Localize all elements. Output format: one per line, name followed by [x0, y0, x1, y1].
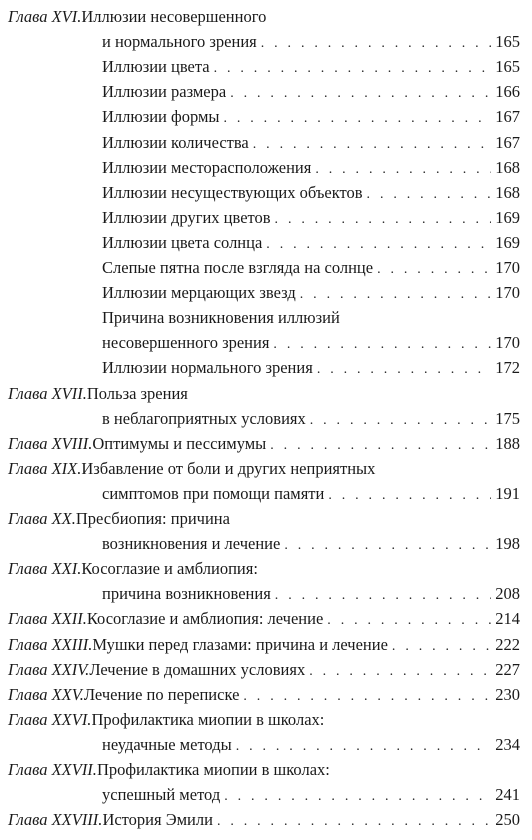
entry-title: причина возникновения [102, 584, 271, 604]
chapter-number: Глава XXIII. [8, 634, 93, 654]
toc-subentry-line [102, 531, 520, 556]
entry-title: Мушки перед глазами: причина и лечение [92, 634, 388, 654]
page-number: 214 [495, 609, 520, 629]
toc-chapter-line [8, 757, 520, 782]
entry-title: Лечение по переписке [83, 684, 240, 704]
page-number: 175 [495, 408, 520, 428]
entry-title: Оптимумы и пессимумы [92, 433, 267, 453]
toc-chapter-line [8, 682, 520, 707]
leader-dots [284, 533, 491, 558]
toc-subentry-line [102, 104, 520, 129]
page-number: 170 [495, 333, 520, 353]
page-number: 198 [495, 534, 520, 554]
leader-dots [275, 207, 491, 232]
entry-title: Иллюзии размера [102, 82, 227, 102]
entry-title: Профилактика миопии в школах: [96, 760, 330, 779]
chapter-number: Глава XIX. [8, 458, 82, 478]
page-number: 250 [495, 810, 520, 830]
page-number: 165 [495, 57, 520, 77]
leader-dots [230, 81, 491, 106]
toc-subentry-line [102, 481, 520, 506]
chapter-number: Глава XXIV. [8, 659, 90, 679]
leader-dots [315, 157, 491, 182]
entry-title: Иллюзии мерцающих звезд [102, 283, 296, 303]
leader-dots [310, 408, 491, 433]
toc-chapter-line [8, 381, 520, 406]
toc-subentry-line [102, 732, 520, 757]
leader-dots [266, 232, 491, 257]
page-number: 167 [495, 107, 520, 127]
page-number: 172 [495, 358, 520, 378]
toc-subentry-line [102, 782, 520, 807]
toc-subentry-line [102, 355, 520, 380]
entry-title: Профилактика миопии в школах: [91, 709, 325, 729]
chapter-number: Глава XXI. [8, 559, 82, 579]
toc-subentry-line [102, 54, 520, 79]
entry-title: Слепые пятна после взгляда на солнце [102, 258, 374, 277]
entry-title: Пресбиопия: причина [75, 509, 230, 528]
toc-chapter-line [8, 506, 520, 531]
page-number: 191 [495, 483, 520, 503]
chapter-number: Глава XVI. [8, 7, 82, 26]
page-number: 168 [495, 182, 520, 202]
leader-dots [273, 332, 491, 357]
toc-subentry-line [102, 255, 520, 280]
leader-dots [214, 56, 491, 81]
chapter-number: Глава XXII. [8, 609, 87, 629]
entry-title: История Эмили [102, 810, 213, 830]
page-number: 165 [495, 32, 520, 52]
entry-title: Иллюзии других цветов [102, 207, 271, 227]
toc-chapter-line [8, 431, 520, 456]
entry-title: Косоглазие и амблиопия: [81, 559, 258, 579]
toc-subentry-line [102, 230, 520, 255]
page-number: 168 [495, 157, 520, 177]
toc-chapter-line [8, 657, 520, 682]
leader-dots [253, 132, 491, 157]
toc-subentry-line [102, 29, 520, 54]
entry-title: возникновения и лечение [102, 534, 281, 554]
entry-title: Лечение в домашних условиях [89, 659, 306, 679]
leader-dots [236, 734, 491, 759]
toc-subentry-line [102, 581, 520, 606]
leader-dots [327, 608, 491, 633]
toc-subentry-line [102, 305, 520, 330]
entry-title: симптомов при помощи памяти [102, 483, 325, 503]
entry-title: Иллюзии цвета [102, 57, 210, 77]
entry-title: Иллюзии цвета солнца [102, 232, 263, 252]
toc-subentry-line [102, 130, 520, 155]
leader-dots [270, 433, 491, 458]
page-number: 188 [495, 433, 520, 453]
page-number: 170 [495, 258, 520, 277]
toc-subentry-line [102, 330, 520, 355]
toc-subentry-line [102, 155, 520, 180]
toc-chapter-line [8, 606, 520, 631]
entry-title: Причина возникновения иллюзий [102, 308, 340, 328]
chapter-number: Глава XVIII. [8, 433, 93, 453]
page-number: 230 [495, 684, 520, 704]
page-number: 166 [495, 82, 520, 102]
entry-title: несовершенного зрения [102, 333, 270, 353]
page-number: 234 [495, 734, 520, 754]
chapter-number: Глава XXV. [8, 684, 84, 704]
leader-dots [392, 634, 491, 659]
leader-dots [300, 282, 491, 307]
entry-title: и нормального зрения [102, 32, 257, 52]
toc-chapter-line [8, 807, 520, 832]
page-number: 241 [495, 785, 520, 805]
entry-title: Иллюзии количества [102, 132, 249, 152]
leader-dots [224, 784, 491, 809]
toc-subentry-line [102, 180, 520, 205]
entry-title: Иллюзии несовершенного [81, 7, 267, 26]
entry-title: Косоглазие и амблиопия: лечение [86, 609, 324, 629]
page-number: 170 [495, 283, 520, 303]
leader-dots [377, 257, 491, 282]
leader-dots [223, 106, 491, 131]
toc-chapter-line [8, 632, 520, 657]
toc-subentry-line [102, 280, 520, 305]
leader-dots [275, 583, 491, 608]
entry-title: Польза зрения [86, 383, 188, 403]
chapter-number: Глава XX. [8, 509, 76, 528]
toc-subentry-line [102, 205, 520, 230]
page-number: 227 [495, 659, 520, 679]
page-number: 169 [495, 232, 520, 252]
chapter-number: Глава XXVII. [8, 760, 97, 779]
page-number: 167 [495, 132, 520, 152]
leader-dots [261, 31, 491, 56]
toc-chapter-line [8, 707, 520, 732]
page-number: 208 [495, 584, 520, 604]
chapter-number: Глава XXVI. [8, 709, 92, 729]
chapter-number: Глава XXVIII. [8, 810, 103, 830]
toc-subentry-line [102, 79, 520, 104]
chapter-number: Глава XVII. [8, 383, 87, 403]
entry-title: Иллюзии формы [102, 107, 220, 127]
entry-title: неудачные методы [102, 734, 232, 754]
toc-subentry-line [102, 406, 520, 431]
leader-dots [217, 809, 491, 834]
entry-title: Иллюзии несуществующих объектов [102, 182, 363, 202]
page-number: 222 [495, 634, 520, 654]
leader-dots [309, 659, 491, 684]
leader-dots [243, 684, 491, 709]
entry-title: Иллюзии месторасположения [102, 157, 312, 177]
entry-title: в неблагоприятных условиях [102, 408, 306, 428]
toc-chapter-line [8, 4, 520, 29]
entry-title: Избавление от боли и других неприятных [81, 458, 376, 478]
toc-chapter-line [8, 456, 520, 481]
leader-dots [317, 357, 491, 382]
entry-title: Иллюзии нормального зрения [102, 358, 313, 378]
leader-dots [328, 483, 491, 508]
toc-chapter-line [8, 556, 520, 581]
entry-title: успешный метод [102, 785, 221, 805]
leader-dots [367, 182, 491, 207]
page-number: 169 [495, 207, 520, 227]
